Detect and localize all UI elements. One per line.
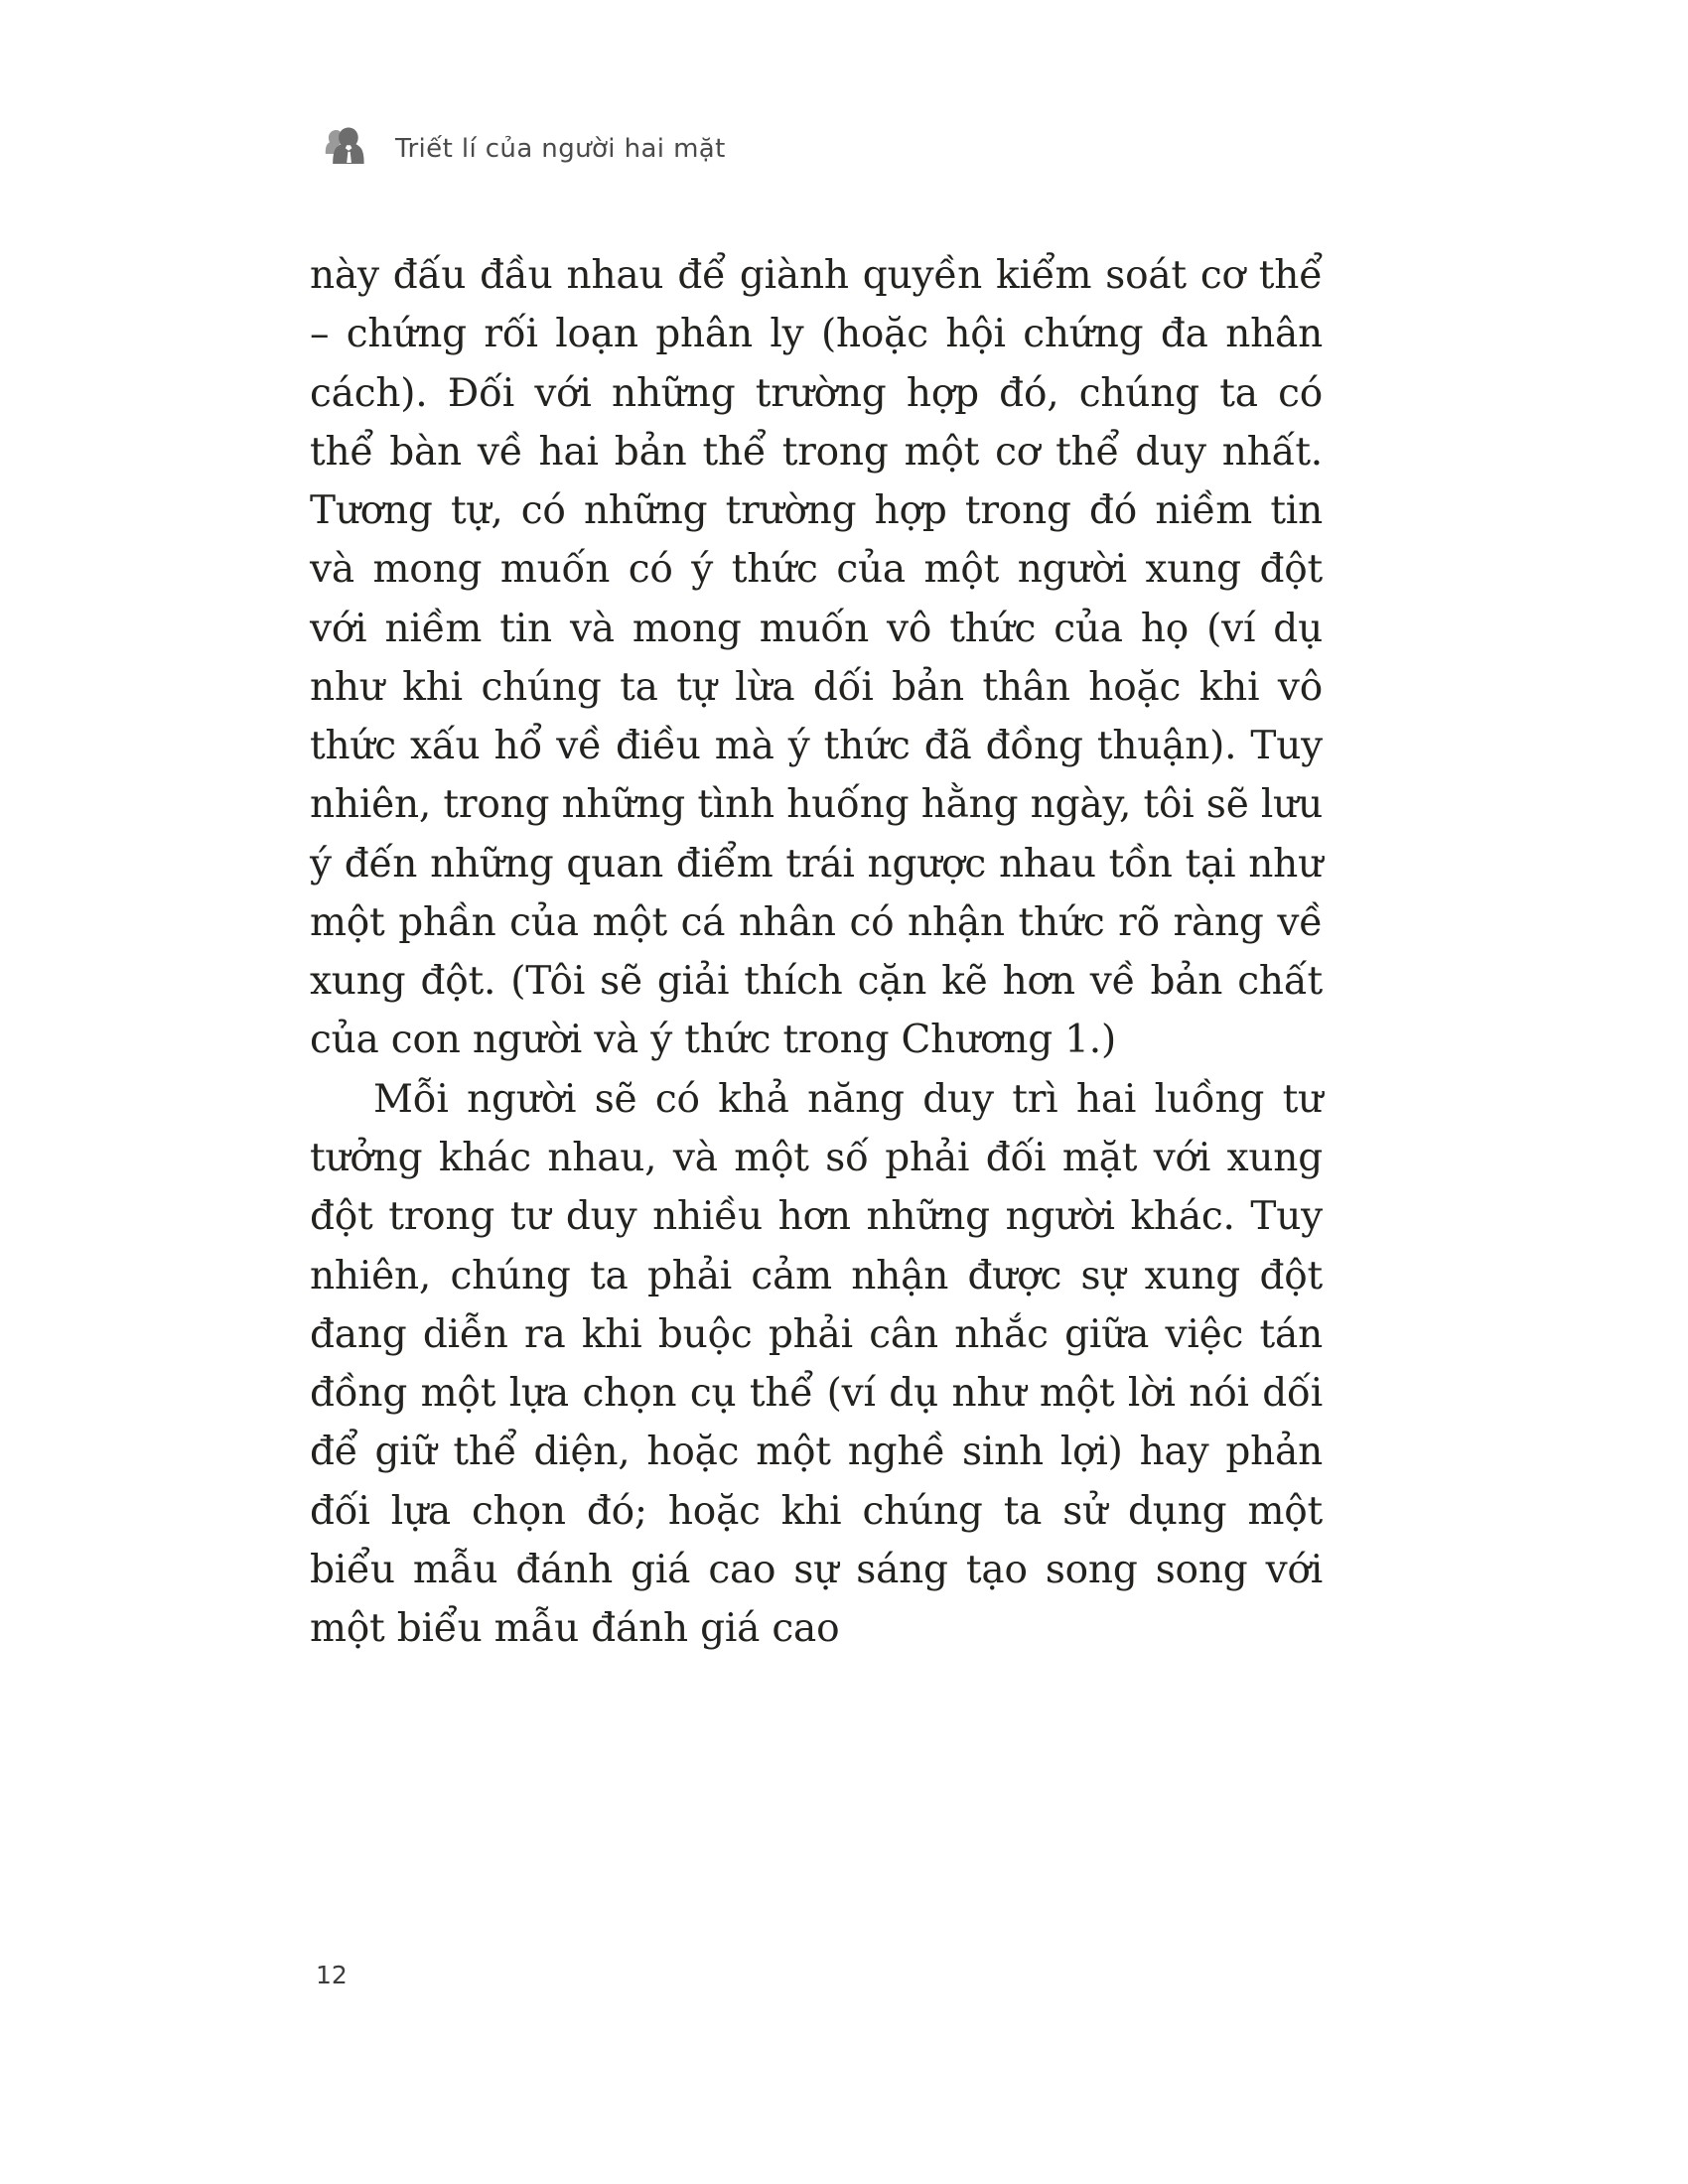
- running-head: [316, 117, 726, 177]
- running-head-title: Triết lí của người hai mặt: [395, 134, 726, 164]
- paragraph: này đấu đầu nhau để giành quyền kiểm soát cơ thể – chứng rối loạn phân ly (hoặc hội chứng đa nhân cách). Đối với những trường hợp đó, chúng ta có thể bàn về hai bản thể trong một cơ thể duy nhất. Tương tự, có những trường hợp trong đó niềm tin và mong muốn có ý thức của một người xung đột với niềm tin và mong muốn vô thức của họ (ví dụ như khi chúng ta tự lừa dối bản thân hoặc khi vô thức xấu hổ về điều mà ý thức đã đồng thuận). Tuy nhiên, trong những tình huống hằng ngày, tôi sẽ lưu ý đến những quan điểm trái ngược nhau tồn tại như một phần của một cá nhân có nhận thức rõ ràng về xung đột. (Tôi sẽ giải thích cặn kẽ hơn về bản chất của con người và ý thức trong Chương 1.): [310, 253, 1323, 1063]
- page-number: 12: [316, 1961, 348, 1989]
- body-text: [310, 246, 1323, 1658]
- paragraph: Mỗi người sẽ có khả năng duy trì hai luồng tư tưởng khác nhau, và một số phải đối mặt với xung đột trong tư duy nhiều hơn những người khác. Tuy nhiên, chúng ta phải cảm nhận được sự xung đột đang diễn ra khi buộc phải cân nhắc giữa việc tán đồng một lựa chọn cụ thể (ví dụ như một lời nói dối để giữ thể diện, hoặc một nghề sinh lợi) hay phản đối lựa chọn đó; hoặc khi chúng ta sử dụng một biểu mẫu đánh giá cao sự sáng tạo song song với một biểu mẫu đánh giá cao: [310, 1076, 1323, 1652]
- two-faced-person-icon: [316, 118, 373, 176]
